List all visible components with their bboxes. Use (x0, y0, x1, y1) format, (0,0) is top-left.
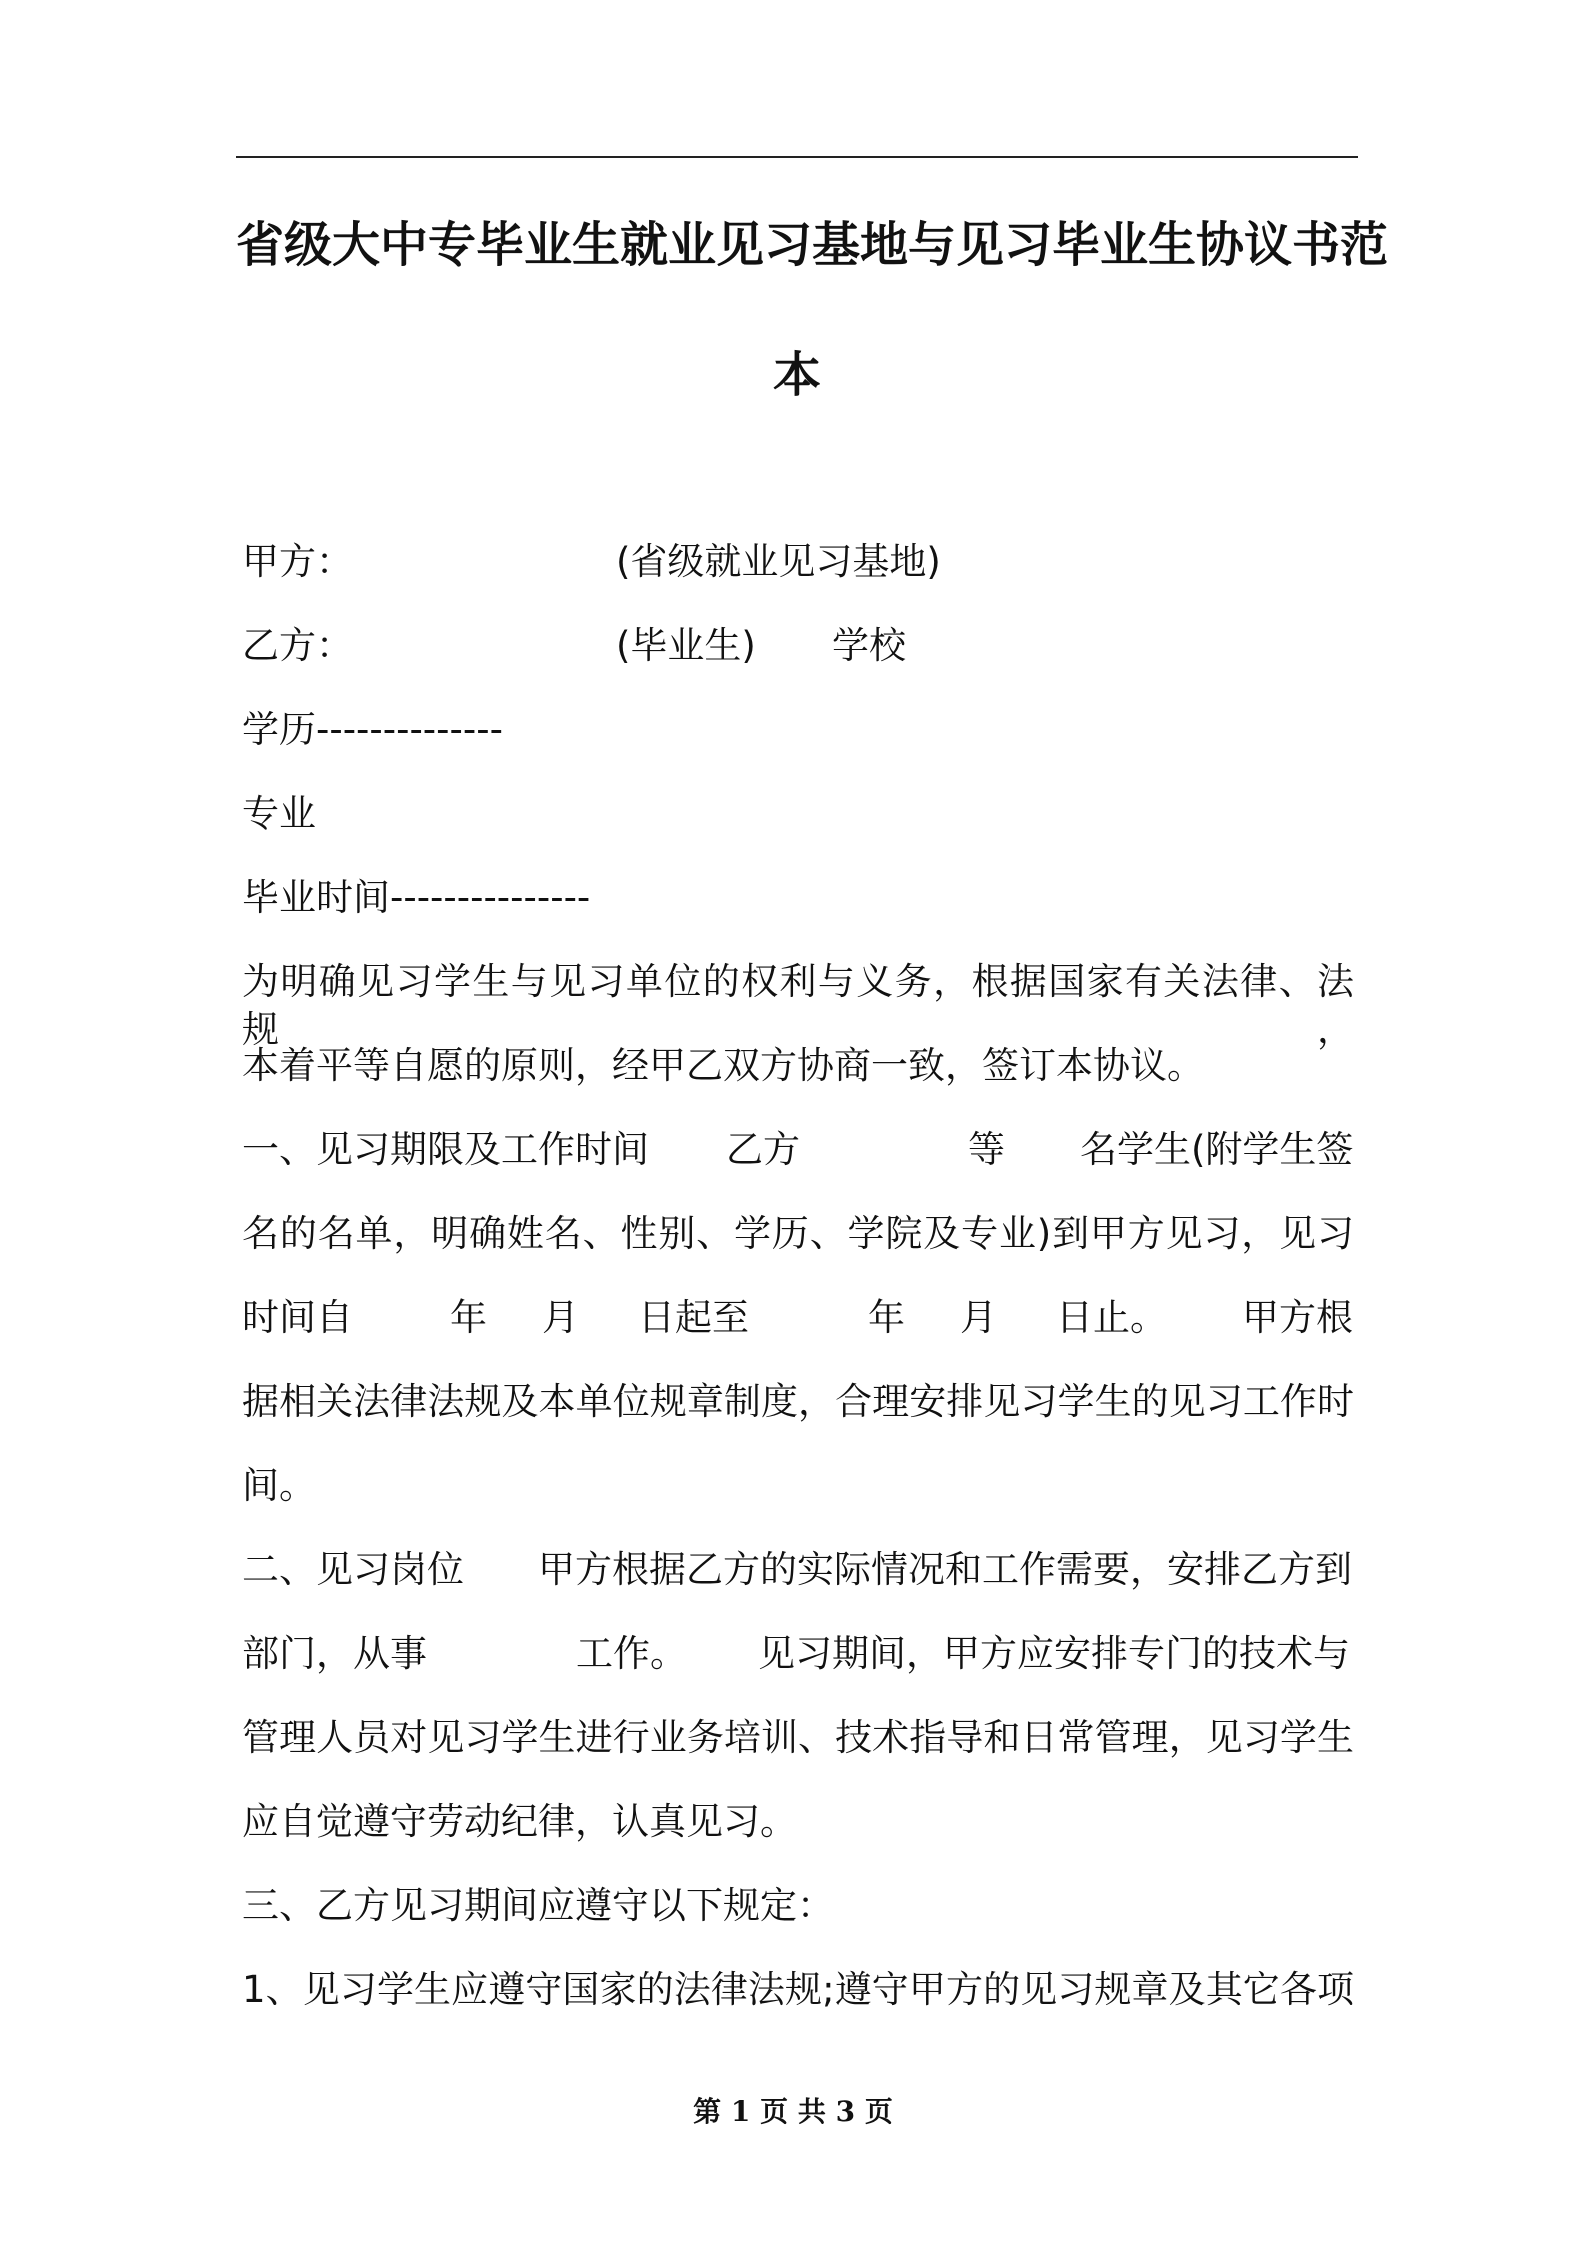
page-number: 第 1 页 共 3 页 (693, 2095, 893, 2128)
section-2-text: 甲方根据乙方的实际情况和工作需要，安排乙方到 (538, 1548, 1352, 1591)
period-from-label: 时间自 (242, 1296, 353, 1339)
section-1-etc: 等 (968, 1128, 1005, 1171)
section-2-heading: 二、见习岗位 (242, 1548, 464, 1591)
period-from-month: 月 (542, 1296, 579, 1339)
section-3-heading: 三、乙方见习期间应遵守以下规定： (242, 1884, 834, 1927)
document-title-line2: 本 (772, 347, 821, 403)
period-end-label: 日止。 (1056, 1296, 1167, 1339)
section-2-line-4: 应自觉遵守劳动纪律，认真见习。 (242, 1800, 797, 1843)
party-a-value: (省级就业见习基地) (616, 540, 941, 583)
party-a-according: 甲方根 (1242, 1296, 1353, 1339)
party-b-school: 学校 (832, 624, 906, 667)
section-1-heading: 一、见习期限及工作时间 (242, 1128, 649, 1171)
party-a-label: 甲方： (242, 540, 353, 583)
period-to-label: 日起至 (638, 1296, 749, 1339)
header-rule (236, 156, 1358, 158)
document-title-line1: 省级大中专毕业生就业见习基地与见习毕业生协议书范 (236, 217, 1389, 273)
department-label: 部门，从事 (242, 1632, 427, 1675)
major-row: 专业 (242, 792, 316, 835)
party-b-label: 乙方： (242, 624, 353, 667)
internship-period-text: 见习期间，甲方应安排专门的技术与 (758, 1632, 1350, 1675)
section-3-item-1: 1、见习学生应遵守国家的法律法规;遵守甲方的见习规章及其它各项 (242, 1968, 1354, 2011)
section-1-line-2: 名的名单，明确姓名、性别、学历、学院及专业)到甲方见习，见习 (242, 1212, 1354, 1255)
section-1-party-b: 乙方 (726, 1128, 800, 1171)
period-to-year: 年 (868, 1296, 905, 1339)
work-label: 工作。 (576, 1632, 687, 1675)
section-1-line-5: 间。 (242, 1464, 316, 1507)
section-1-students: 名学生(附学生签 (1080, 1128, 1354, 1171)
party-b-value: (毕业生) (616, 624, 756, 667)
intro-line-1: 为明确见习学生与见习单位的权利与义务，根据国家有关法律、法规， (242, 960, 1354, 1051)
period-to-month: 月 (960, 1296, 997, 1339)
section-1-line-4: 据相关法律法规及本单位规章制度，合理安排见习学生的见习工作时 (242, 1380, 1354, 1423)
education-row: 学历-------------- (242, 708, 503, 751)
section-2-line-3: 管理人员对见习学生进行业务培训、技术指导和日常管理，见习学生 (242, 1716, 1354, 1759)
graduation-time-row: 毕业时间--------------- (242, 876, 591, 919)
intro-line-2: 本着平等自愿的原则，经甲乙双方协商一致，签订本协议。 (242, 1044, 1204, 1087)
period-from-year: 年 (450, 1296, 487, 1339)
